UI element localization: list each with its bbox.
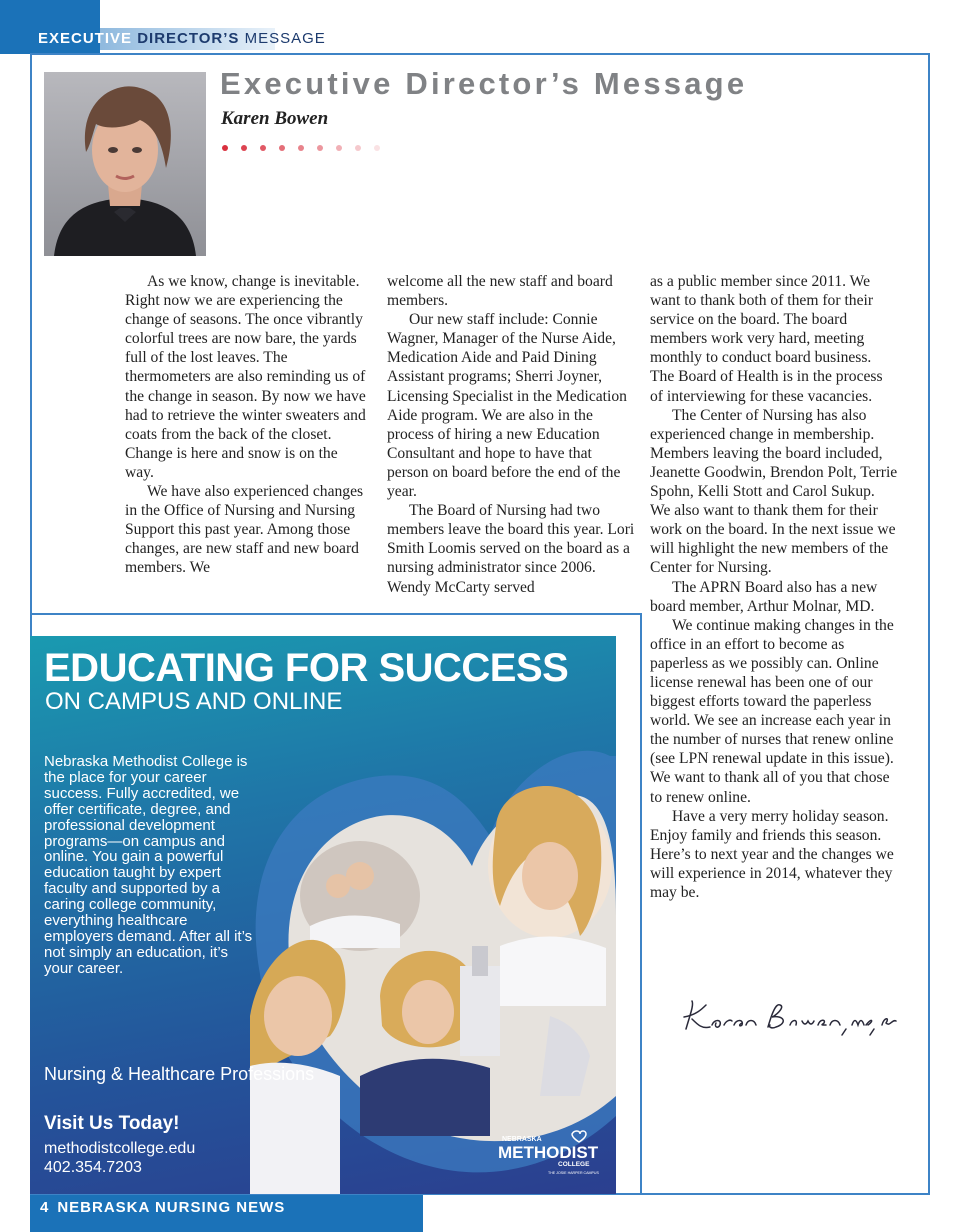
paragraph: as a public member since 2011. We want to thank both of them for their service on the board. The board members work very hard, meeting monthly to conduct board business. The Board of Health is in the process of interviewing for these vacancies. xyxy=(650,273,883,405)
ad-body-text: Nebraska Methodist College is the place for your career success. Fully accredited, we offer certificate, degree, and professional development programs—on campus and online. You gain a powerful education taught by expert faculty and supported by a caring college community, everything healthcare employers demand. After all it’s not simply an education, it’s your career. xyxy=(44,753,253,977)
paragraph: We continue making changes in the office in an effort to become as paperless as we possibly can. Online license renewal has been one of our biggest efforts toward the paperless world. We see an increase each year in the number of nurses that renew online (see LPN renewal update in this issue). We want to thank all of you that chose to renew online. xyxy=(650,616,894,806)
decorative-dots xyxy=(219,143,389,153)
ad-frame-top xyxy=(30,613,642,615)
section-label xyxy=(38,30,326,47)
logo-main-text: METHODIST xyxy=(498,1143,599,1162)
ad-phone-number: 402.354.7203 xyxy=(44,1159,142,1176)
article-column-1 xyxy=(125,272,367,578)
article-column-2 xyxy=(387,272,635,597)
paragraph: The Center of Nursing has also experienced change in membership. Members leaving the board included, Jeanette Goodwin, Brendon Polt, Terrie Spohn, Kelli Stott and Carol Sukup. We also want to thank them for their work on the board. In the next issue we will highlight the new members of the Center for Nursing. xyxy=(650,406,898,577)
logo-top-text: NEBRASKA xyxy=(502,1136,542,1143)
ad-subhead: ON CAMPUS AND ONLINE xyxy=(45,688,343,715)
paragraph: Have a very merry holiday season. Enjoy family and friends this season. Here’s to next year and the changes we will experience in 2014, whatever they may be. xyxy=(650,807,894,901)
logo-heart-icon xyxy=(572,1131,586,1142)
author-portrait xyxy=(44,72,206,256)
page-title: Executive Director’s Message xyxy=(220,66,748,101)
section-label-part3: MESSAGE xyxy=(244,30,326,47)
ad-headline: EDUCATING FOR SUCCESS xyxy=(44,646,569,690)
handwritten-signature xyxy=(676,995,906,1045)
page-footer xyxy=(40,1199,293,1216)
methodist-college-logo xyxy=(496,1130,606,1180)
college-advertisement xyxy=(30,636,616,1194)
paragraph: The APRN Board also has a new board member, Arthur Molnar, MD. xyxy=(650,578,878,615)
paragraph: We have also experienced changes in the Office of Nursing and Nursing Support this past year. Among those changes, are new staff and new board members. We xyxy=(125,483,364,577)
ad-call-to-action: Visit Us Today! xyxy=(44,1113,180,1134)
logo-sub-text: COLLEGE xyxy=(558,1161,590,1168)
publication-name: NEBRASKA NURSING NEWS xyxy=(57,1199,286,1216)
ad-heart-photo-collage xyxy=(250,716,616,1194)
paragraph: As we know, change is inevitable. Right now we are experiencing the change of seasons. The once vibrantly colorful trees are now bare, the yards full of the lost leaves. The thermometers are also reminding us of the change in season. By now we have had to retrieve the winter sweaters and coats from the back of the closet. Change is here and snow is on the way. xyxy=(125,273,366,481)
article-column-3 xyxy=(650,272,898,902)
paragraph: The Board of Nursing had two members leave the board this year. Lori Smith Loomis served on the board as a nursing administrator since 2006. Wendy McCarty served xyxy=(387,502,635,596)
ad-frame-right xyxy=(640,614,642,1194)
paragraph: welcome all the new staff and board members. xyxy=(387,273,613,310)
ad-program-line: Nursing & Healthcare Professions xyxy=(44,1064,315,1084)
logo-tag-text: THE JOSIE HARPER CAMPUS xyxy=(548,1171,599,1175)
paragraph: Our new staff include: Connie Wagner, Manager of the Nurse Aide, Medication Aide and Paid Dining Assistant programs; Sherri Joyner, Licensing Specialist in the Medication Aide program. We are also in the process of hiring a new Education Consultant and hope to have that person on board before the end of the year. xyxy=(387,311,627,501)
author-name: Karen Bowen xyxy=(221,108,329,129)
section-label-part1: EXECUTIVE xyxy=(38,30,133,47)
ad-website-link[interactable]: methodistcollege.edu xyxy=(44,1140,196,1157)
page-number: 4 xyxy=(40,1199,50,1216)
section-label-part2: DIRECTOR’S xyxy=(137,30,240,47)
